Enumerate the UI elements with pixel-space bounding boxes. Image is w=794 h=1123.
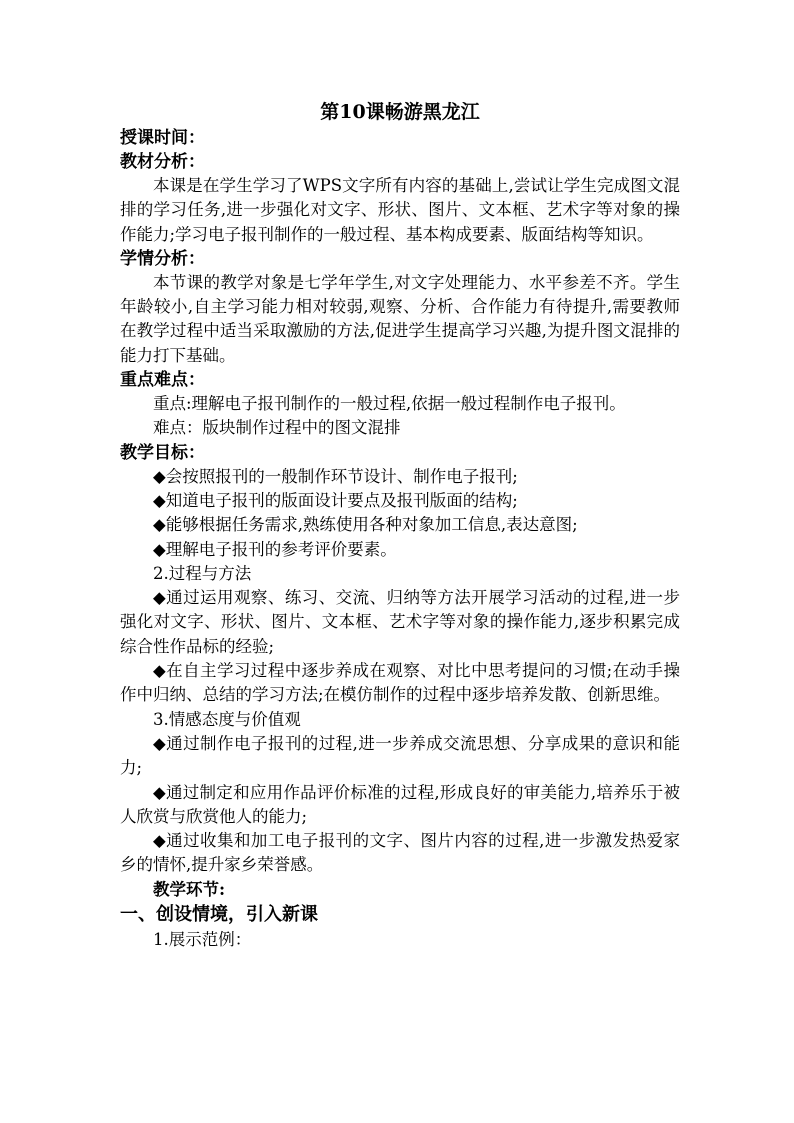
objective-item: ◆会按照报刊的一般制作环节设计、制作电子报刊; <box>153 466 518 486</box>
objective-item: ◆能够根据任务需求,熟练使用各种对象加工信息,表达意图; <box>153 515 578 535</box>
key-point-text: 重点:理解电子报刊制作的一般过程,依据一般过程制作电子报刊。 <box>153 394 626 414</box>
objective-item: ◆通过收集和加工电子报刊的文字、图片内容的过程,进一步激发热爱家乡的情怀,提升家乡荣誉感。 <box>120 831 680 875</box>
page-title: 第10课畅游黑龙江 <box>320 101 480 123</box>
difficult-point-text: 难点：版块制作过程中的图文混排 <box>153 418 401 438</box>
student-analysis-heading: 学情分析： <box>120 248 205 269</box>
objective-item: ◆通过制作电子报刊的过程,进一步养成交流思想、分享成果的意识和能力; <box>120 733 680 778</box>
objective-item: ◆理解电子报刊的参考评价要素。 <box>153 539 397 559</box>
objective-subheading: 3.情感态度与价值观 <box>153 709 301 729</box>
objective-item: ◆通过运用观察、练习、交流、归纳等方法开展学习活动的过程,进一步强化对文字、形状、图片、文本框、艺术字等对象的操作能力,逐步积累完成综合性作品标的经验; <box>120 588 680 656</box>
step-one-text: 1.展示范例： <box>153 930 252 950</box>
objective-subheading: 2.过程与方法 <box>153 563 252 583</box>
objective-item: ◆知道电子报刊的版面设计要点及报刊版面的结构; <box>153 490 518 510</box>
student-analysis-text: 本节课的教学对象是七学年学生,对文字处理能力、水平参差不齐。学生年龄较小,自主学习能力相对较弱,观察、分析、合作能力有待提升,需要教师在教学过程中适当采取激励的方法,促进学生提高学习兴趣,为提升图文混排的能力打下基础。 <box>120 272 680 365</box>
key-points-heading: 重点难点： <box>120 370 205 391</box>
objective-item: ◆在自主学习过程中逐步养成在观察、对比中思考提问的习惯;在动手操作中归纳、总结的学习方法;在模仿制作的过程中逐步培养发散、创新思维。 <box>120 661 680 705</box>
material-analysis-text: 本课是在学生学习了WPS文字所有内容的基础上,尝试让学生完成图文混排的学习任务,进一步强化对文字、形状、图片、文本框、艺术字等对象的操作能力;学习电子报刊制作的一般过程、基本构成要素、版面结构等知识。 <box>120 176 680 244</box>
section-one-heading: 一、创设情境，引入新课 <box>120 904 318 926</box>
objective-item: ◆通过制定和应用作品评价标准的过程,形成良好的审美能力,培养乐于被人欣赏与欣赏他人的能力; <box>120 782 680 826</box>
objectives-heading: 教学目标： <box>120 442 205 463</box>
teaching-steps-heading: 教学环节: <box>153 879 226 899</box>
document-body <box>120 98 680 952</box>
material-analysis-heading: 教材分析： <box>120 152 205 172</box>
teaching-time-heading: 授课时间： <box>120 128 205 148</box>
